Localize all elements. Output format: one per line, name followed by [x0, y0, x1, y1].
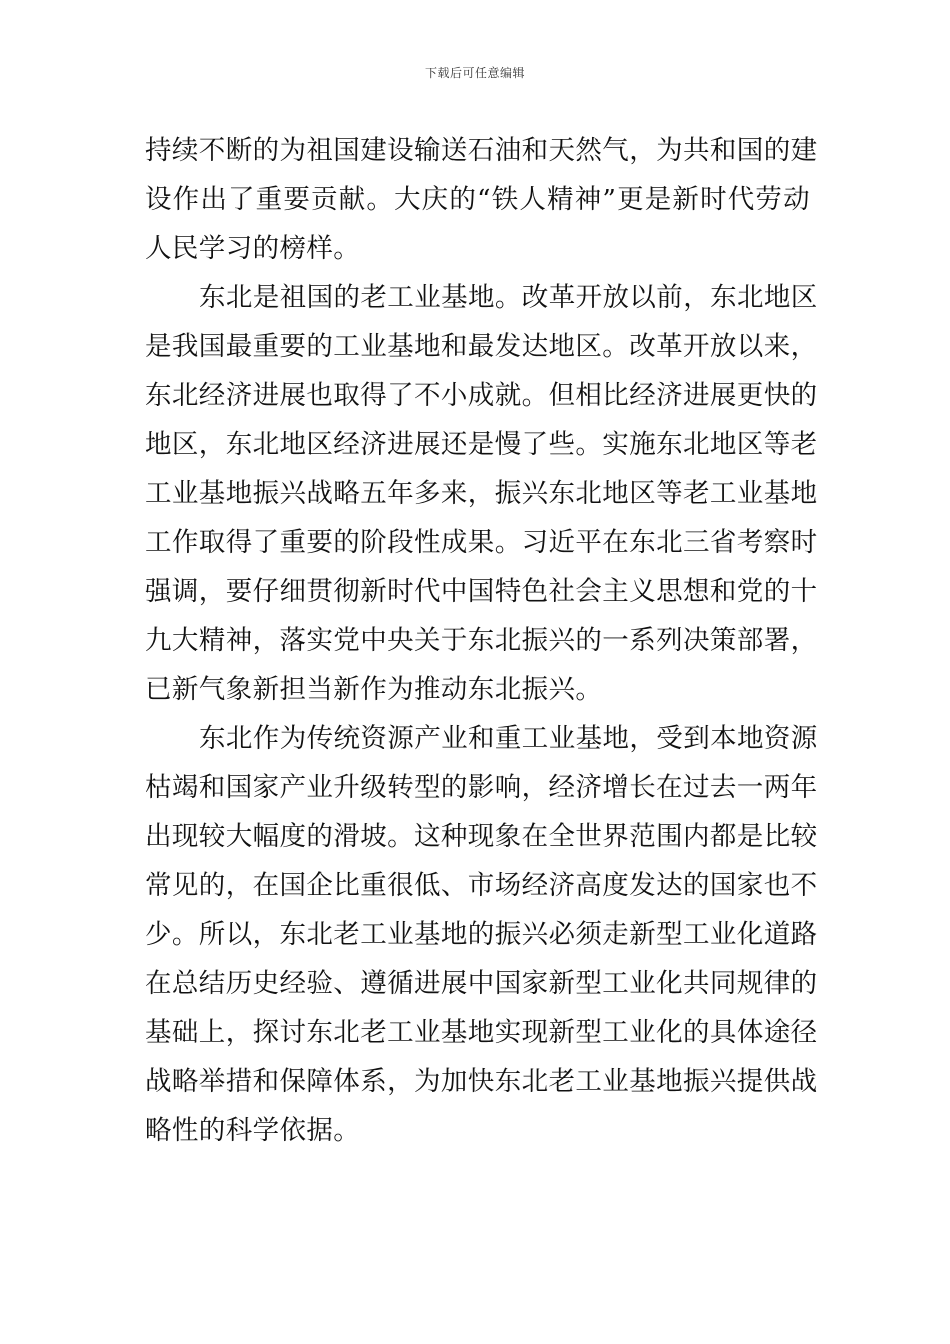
paragraph-3 [145, 714, 818, 1155]
text-line: 人民学习的榜样。 [145, 233, 361, 264]
text-line: 战略举措和保障体系，为加快东北老工业基地振兴提供战 [145, 1066, 818, 1097]
text-line: 东北经济进展也取得了不小成就。但相比经济进展更快的 [145, 380, 818, 411]
text-line: 强调，要仔细贯彻新时代中国特色社会主义思想和党的十 [145, 576, 818, 607]
text-line: 在总结历史经验、遵循进展中国家新型工业化共同规律的 [145, 968, 818, 999]
text-line: 工业基地振兴战略五年多来，振兴东北地区等老工业基地 [145, 478, 818, 509]
text-line: 九大精神，落实党中央关于东北振兴的一系列决策部署， [145, 625, 818, 656]
page-header: 下载后可任意编辑 [424, 66, 525, 80]
text-line: 常见的，在国企比重很低、市场经济高度发达的国家也不 [145, 870, 818, 901]
text-line: 东北作为传统资源产业和重工业基地，受到本地资源 [199, 723, 818, 754]
document-body [145, 126, 818, 1155]
text-line: 已新气象新担当新作为推动东北振兴。 [145, 674, 603, 705]
text-line: 基础上，探讨东北老工业基地实现新型工业化的具体途径 [145, 1017, 818, 1048]
text-line: 东北是祖国的老工业基地。改革开放以前，东北地区 [199, 282, 818, 313]
text-line: 出现较大幅度的滑坡。这种现象在全世界范围内都是比较 [145, 821, 818, 852]
text-line: 持续不断的为祖国建设输送石油和天然气，为共和国的建 [145, 135, 818, 166]
text-line: 是我国最重要的工业基地和最发达地区。改革开放以来， [145, 331, 818, 362]
text-line: 略性的科学依据。 [145, 1115, 361, 1146]
text-line: 设作出了重要贡献。大庆的“铁人精神”更是新时代劳动 [145, 184, 810, 215]
text-line: 工作取得了重要的阶段性成果。习近平在东北三省考察时 [145, 527, 818, 558]
paragraph-2 [145, 273, 818, 714]
text-line: 少。所以，东北老工业基地的振兴必须走新型工业化道路 [145, 919, 818, 950]
text-line: 枯竭和国家产业升级转型的影响，经济增长在过去一两年 [145, 772, 818, 803]
paragraph-1 [145, 126, 818, 273]
text-line: 地区，东北地区经济进展还是慢了些。实施东北地区等老 [145, 429, 818, 460]
